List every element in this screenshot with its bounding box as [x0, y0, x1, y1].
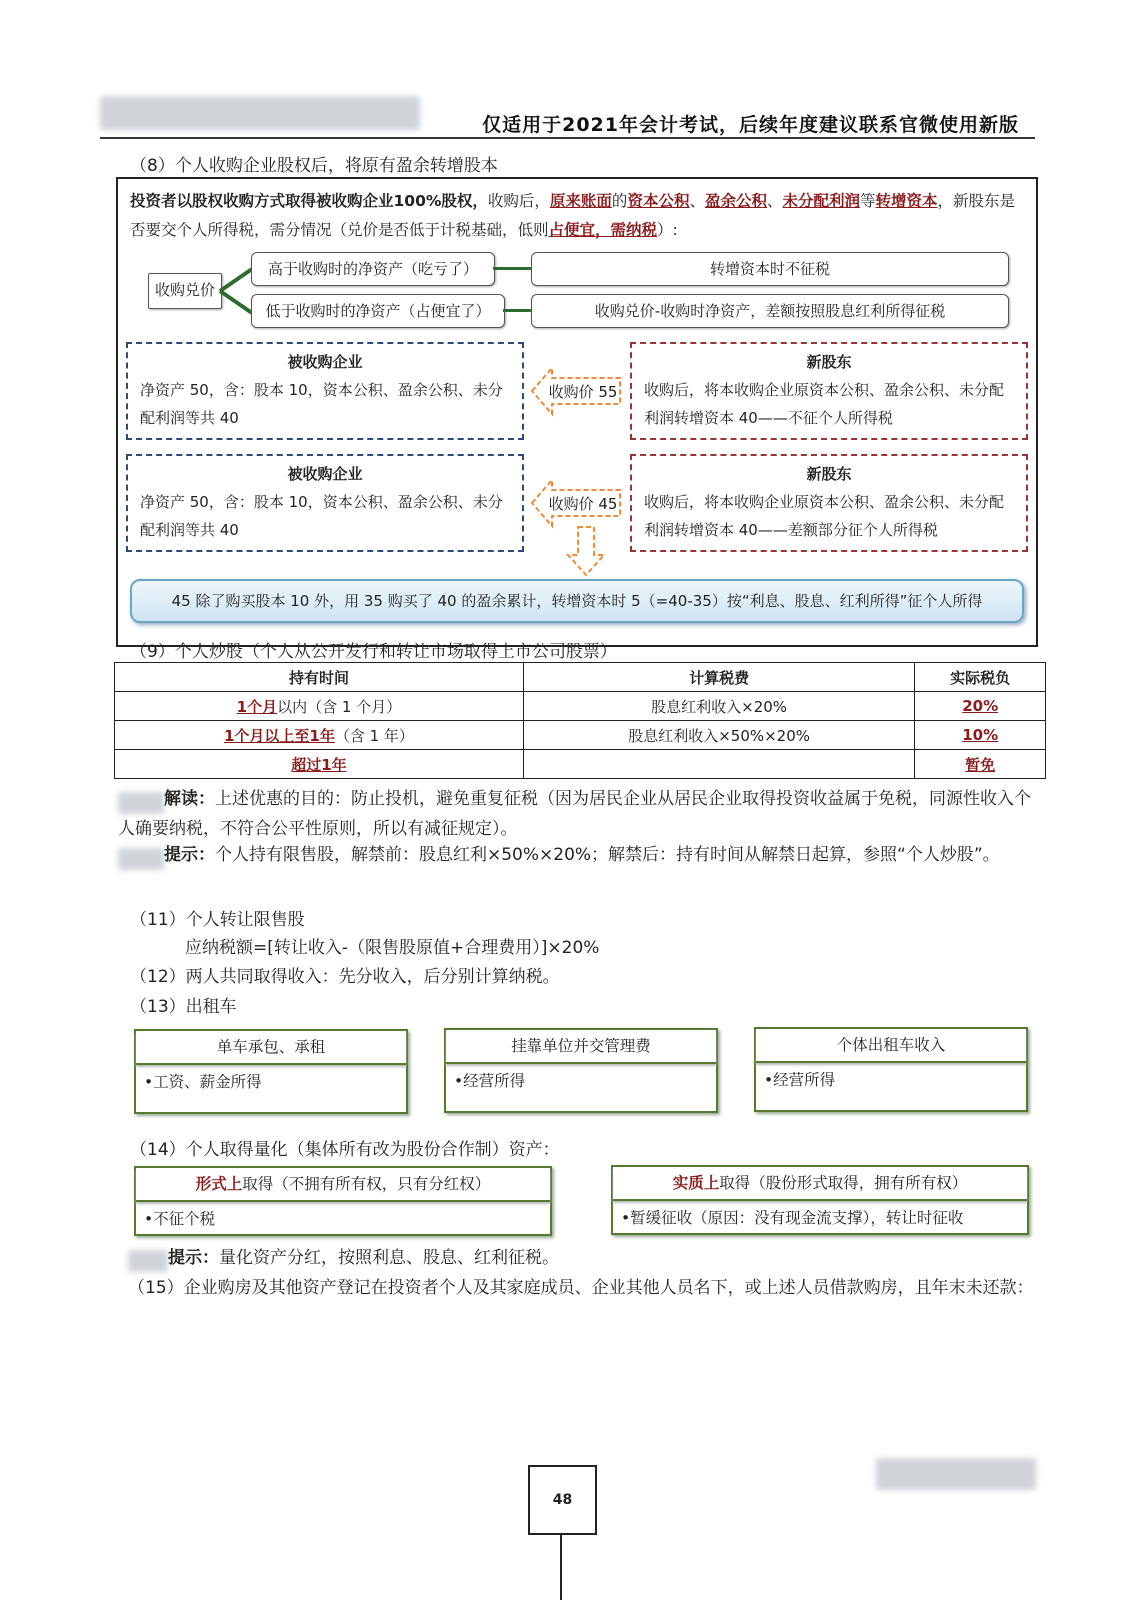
taxi-box-body: •工资、薪金所得 — [144, 1073, 262, 1091]
case1-left-body: 净资产 50，含：股本 10，资本公积、盈余公积、未分配利润等共 40 — [140, 381, 503, 427]
tax-calc-cell: 股息红利收入×20% — [523, 692, 914, 721]
holding-time-cell — [115, 721, 524, 750]
taxi-box-body: •经营所得 — [454, 1072, 526, 1090]
quantified-substantive-body: •暂缓征收（原因：没有现金流支撑），转让时征收 — [621, 1209, 964, 1227]
tree-line — [493, 267, 531, 270]
tip-text: 个人持有限售股，解禁前：股息红利×50%×20%；解禁后：持有时间从解禁日起算，参照“个人炒股”。 — [215, 845, 1000, 865]
header-title: 仅适用于2021年会计考试，后续年度建议联系官微使用新版 — [482, 114, 1019, 136]
table-row — [115, 692, 1046, 721]
case2-summary: 45 除了购买股本 10 外，用 35 购买了 40 的盈余累计，转增资本时 5（=40-35）按“利息、股息、红利所得”征个人所得 — [130, 579, 1024, 623]
holding-time-cell — [115, 750, 524, 779]
holding-time-cell — [115, 692, 524, 721]
case2-new-shareholder — [630, 454, 1028, 552]
page-number: 48 — [528, 1465, 597, 1535]
intro-highlight: 盈余公积 — [704, 192, 767, 210]
section-11-title: （11）个人转让限售股 — [130, 910, 305, 930]
blurred-logo — [100, 96, 420, 130]
burden-value: 暂免 — [965, 755, 996, 774]
holding-time-highlight: 1个月 — [236, 697, 278, 716]
taxi-box-head: 个体出租车收入 — [756, 1029, 1026, 1063]
section-12-text: （12）两人共同取得收入：先分收入，后分别计算纳税。 — [130, 967, 560, 987]
section-15-text: （15）企业购房及其他资产登记在投资者个人及其家庭成员、企业其他人员名下，或上述人员借款购房，且年末未还款： — [128, 1278, 1034, 1298]
head-highlight: 形式上 — [195, 1175, 243, 1193]
taxi-box-individual — [754, 1027, 1028, 1112]
taxi-box-body: •经营所得 — [764, 1071, 836, 1089]
down-arrow — [566, 525, 606, 577]
holding-time-highlight: 1个月以上至1年 — [223, 726, 335, 745]
tree-branch-low: 低于收购时的净资产（占便宜了） — [251, 294, 505, 328]
header-tax-calc: 计算税费 — [523, 663, 914, 692]
header-actual-burden: 实际税负 — [915, 663, 1046, 692]
burden-value: 20% — [962, 697, 999, 715]
section-8-box — [116, 177, 1038, 647]
section-8-intro — [130, 187, 1030, 245]
section-11-formula: 应纳税额=[转让收入-（限售股原值+合理费用）]×20% — [185, 938, 600, 958]
intro-highlight: 原来账面 — [549, 192, 612, 210]
taxi-box-head: 挂靠单位并交管理费 — [446, 1030, 716, 1064]
tree-root: 收购兑价 — [148, 273, 222, 309]
table-header-row — [115, 663, 1046, 692]
burden-cell — [915, 750, 1046, 779]
case1-right-body: 收购后，将本收购企业原资本公积、盈余公积、未分配利润转增资本 40——不征个人所得税 — [644, 381, 1005, 427]
quantified-formal-box — [134, 1166, 552, 1236]
section-9-title: （9）个人炒股（个人从公开发行和转让市场取得上市公司股票） — [130, 642, 617, 662]
taxi-box-contract — [134, 1029, 408, 1114]
intro-highlight: 资本公积 — [627, 192, 690, 210]
tip-note — [118, 840, 1038, 870]
head-highlight: 实质上 — [672, 1174, 720, 1192]
blurred-footer-logo — [876, 1458, 1036, 1490]
tip-text: 量化资产分红，按照利息、股息、红利征税。 — [219, 1248, 559, 1268]
head-rest: 取得（不拥有所有权，只有分红权） — [242, 1175, 491, 1193]
tree-result-2: 收购兑价-收购时净资产，差额按照股息红利所得征税 — [531, 294, 1009, 328]
case2-target-company — [126, 454, 524, 552]
taxi-box-head: 单车承包、承租 — [136, 1031, 406, 1065]
head-rest: 取得（股份形式取得，拥有所有权） — [719, 1174, 968, 1192]
quantified-formal-head — [136, 1168, 550, 1202]
tip-label: 提示： — [164, 845, 215, 865]
intro-text: 收购后， — [487, 192, 550, 210]
intro-text: 、 — [689, 192, 705, 210]
intro-highlight: 占便宜，需纳税 — [548, 221, 658, 239]
tax-calc-cell: 股息红利收入×50%×20% — [523, 721, 914, 750]
burden-value: 10% — [962, 726, 999, 744]
intro-text: ）: — [657, 221, 678, 239]
section-14-title: （14）个人取得量化（集体所有改为股份合作制）资产： — [130, 1140, 560, 1160]
section-13-title: （13）出租车 — [130, 997, 237, 1017]
case1-price: 收购价 55 — [548, 383, 618, 401]
table-row — [115, 721, 1046, 750]
section-8-title: （8）个人收购企业股权后，将原有盈余转增股本 — [130, 156, 498, 176]
case1-left-title: 被收购企业 — [287, 353, 363, 371]
intro-text: 等 — [860, 192, 876, 210]
case1-new-shareholder — [630, 342, 1028, 440]
case2-left-body: 净资产 50，含：股本 10，资本公积、盈余公积、未分配利润等共 40 — [140, 493, 503, 539]
tree-result-1: 转增资本时不征税 — [531, 252, 1009, 286]
case2-left-title: 被收购企业 — [287, 465, 363, 483]
tree-line — [503, 309, 531, 312]
holding-time-rest: （含 1 年） — [334, 726, 414, 745]
holding-time-highlight: 超过1年 — [291, 755, 347, 774]
interpretation-label: 解读： — [164, 789, 215, 809]
case2-right-title: 新股东 — [806, 465, 852, 483]
header-holding-time: 持有时间 — [115, 663, 524, 692]
intro-highlight: 转增资本 — [875, 192, 938, 210]
interpretation-text: 上述优惠的目的：防止投机，避免重复征税（因为居民企业从居民企业取得投资收益属于免税，同源性收入个人确要纳税，不符合公平性原则，所以有减征规定）。 — [118, 789, 1031, 839]
case2-price: 收购价 45 — [548, 495, 618, 513]
table-row — [115, 750, 1046, 779]
intro-text: 、 — [766, 192, 783, 210]
interpretation-note — [118, 784, 1038, 844]
quantified-formal-body: •不征个税 — [144, 1210, 216, 1228]
taxi-box-affiliated — [444, 1028, 718, 1113]
intro-highlight: 未分配利润 — [782, 192, 861, 210]
tip-label: 提示： — [168, 1248, 219, 1268]
intro-text: ，新股东是否要交个人所得税，需分情况（兑价是否低于计税基础，低则 — [130, 192, 1016, 239]
quantified-substantive-box — [611, 1165, 1029, 1235]
burden-cell — [915, 721, 1046, 750]
header-divider — [100, 137, 1035, 139]
burden-cell — [915, 692, 1046, 721]
holding-time-rest: 以内（含 1 个月） — [277, 697, 402, 716]
case1-target-company — [126, 342, 524, 440]
intro-text: 的 — [611, 192, 628, 210]
quantified-substantive-head — [613, 1167, 1027, 1201]
tree-branch-high: 高于收购时的净资产（吃亏了） — [251, 252, 495, 286]
case2-right-body: 收购后，将本收购企业原资本公积、盈余公积、未分配利润转增资本 40——差额部分征个人所得税 — [644, 493, 1005, 539]
intro-text: 投资者以股权收购方式取得被收购企业100%股权， — [130, 192, 488, 210]
stock-tax-table — [114, 662, 1046, 779]
page-tick — [560, 1533, 562, 1600]
tax-calc-cell — [523, 750, 914, 779]
case1-right-title: 新股东 — [806, 353, 852, 371]
section-14-tip — [128, 1243, 1038, 1273]
